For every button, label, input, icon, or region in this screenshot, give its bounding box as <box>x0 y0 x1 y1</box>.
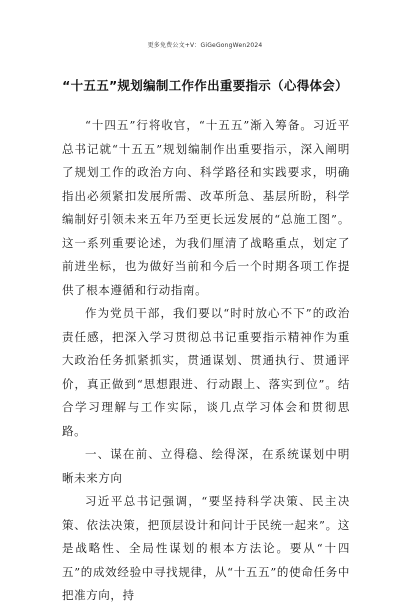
paragraph-intro: “十四五”行将收官，“十五五”渐入筹备。习近平总书记就“十五五”规划编制作出重要指示，深入阐明了规划工作的政治方向、科学路径和实践要求，明确指出必须紧扣发展所需、改革所急、基层所盼，科学编制好引领未来五年乃至更长远发展的“总施工图”。这一系列重要论述，为我们厘清了战略重点，划定了前进坐标，也为做好当前和今后一个时期各项工作提供了根本遵循和行动指南。 <box>62 118 350 297</box>
paragraph-responsibility: 作为党员干部，我们要以“时时放心不下”的政治责任感，把深入学习贯彻总书记重要指示精神作为重大政治任务抓紧抓实，贯通谋划、贯通执行、贯通评价，真正做到“思想跟进、行动跟上、落实到位”。结合学习理解与工作实际，谈几点学习体会和贯彻思路。 <box>62 306 350 438</box>
header-note: 更多免费公文+V：GiGeGongWen2024 <box>147 42 263 49</box>
document-title: “十五五”规划编制工作作出重要指示（心得体会） <box>62 78 348 93</box>
paragraph-method: 习近平总书记强调，“要坚持科学决策、民主决策、依法决策，把顶层设计和问计于民统一起来”。这是战略性、全局性谋划的根本方法论。要从“十四五”的成效经验中寻找规律，从“十五五”的使命任务中把准方向，持 <box>62 494 350 602</box>
section-heading-one: 一、谋在前、立得稳、绘得深，在系统谋划中明晰未来方向 <box>62 447 350 485</box>
document-body <box>62 114 350 608</box>
